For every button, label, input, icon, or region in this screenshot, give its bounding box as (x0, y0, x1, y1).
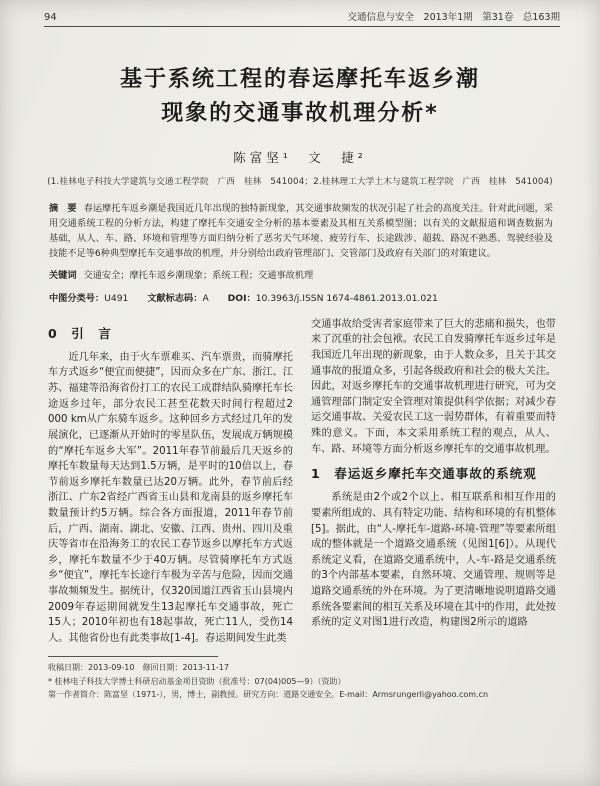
footnotes (48, 656, 556, 701)
abstract-label: 摘 要 (49, 203, 77, 215)
running-header (44, 9, 560, 23)
authors-line: 陈富坚¹ 文 捷² (233, 150, 367, 166)
doc-code-label: 文献标志码： (147, 292, 203, 304)
doi-label: DOI： (227, 292, 256, 304)
left-column (48, 317, 293, 647)
article-title (30, 63, 570, 131)
journal-info: 交通信息与安全 2013年1期 第31卷 总163期 (347, 12, 560, 23)
title-line-1: 基于系统工程的春运摩托车返乡潮 (119, 67, 480, 92)
section-1-paragraph: 系统是由2个或2个以上、相互联系和相互作用的要素所组成的、具有特定功能、结构和环境的有机整体[5]。据此，由“人-摩托车-道路-环境-管理”等要素所组成的整体就是一个道路交通系统（见图1[6]）。从现代系统定义看，在道路交通系统中，人-车-路是交通系统的3个内部基本要素，自然环境、交通管理、规则等是道路交通系统的外在环境。为了更清晰地说明道路交通系统各要素间的相互关系及环境在其中的作用，此处按系统的定义对图1进行改造，构建图2所示的道路 (311, 492, 556, 629)
keywords-label: 关键词 (49, 269, 77, 281)
footnote-rule (48, 656, 218, 657)
page-number: 94 (44, 12, 57, 23)
doc-code-value: A (202, 292, 209, 304)
doi-value: 10.3963/j.ISSN 1674-4861.2013.01.021 (255, 292, 438, 304)
section-1-heading: 1 春运返乡摩托车交通事故的系统观 (311, 466, 537, 482)
footnote-author-bio-line: 第一作者简介：陈富坚（1971-），男，博士，副教授。研究方向：道路交通安全。E-mail：Armsrungerli@yahoo.com.cn (48, 689, 489, 699)
clc-value: U491 (104, 292, 129, 304)
continuation-paragraph: 交通事故给受害者家庭带来了巨大的悲痛和损失，也带来了沉重的社会包袱。农民工自发骑摩托车返乡过年是我国近几年出现的新现象，由于人数众多，且关于其交通事故的报道众多，引起各级政府和社会的极大关注。因此，对返乡摩托车的交通事故机理进行研究，可为交通管理部门制定安全管理对策提供科学依据；对减少春运交通事故、关爱农民工这一弱势群体，有着重要而特殊的意义。下面，本文采用系统工程的观点，从人、车、路、环境等方面分析返乡摩托车的交通事故机理。 (311, 318, 556, 455)
footnote-received-line: 收稿日期：2013-09-10 修回日期：2013-11-17 (48, 663, 229, 673)
title-line-2: 现象的交通事故机理分析* (161, 101, 439, 127)
footnote-funding-line: * 桂林电子科技大学博士科研启动基金项目资助（批准号：07(04)005—9）（资助） (48, 676, 346, 686)
abstract-text: 春运摩托车返乡潮是我国近几年出现的独特新现象，其交通事故频发的状况引起了社会的高度关注。针对此问题，采用交通系统工程的分析方法，构建了摩托车交通安全分析的基本要素及其相互关系模型图；以有关的文献报道和调查数据为基础，从人、车、路、环境和管理等方面归纳分析了恶劣天气环境、疲劳行车、长途跋涉、超载、路况不熟悉、驾驶经验及技能不足等6种典型摩托车交通事故的机理，并分别给出政府管理部门、交管部门及政府有关部门的对策建议。 (49, 203, 554, 259)
right-column (311, 317, 556, 647)
affiliation-line: (1.桂林电子科技大学建筑与交通工程学院 广西 桂林 541004；2.桂林理工大学土木与建筑工程学院 广西 桂林 541004) (47, 177, 553, 188)
abstract (49, 202, 553, 262)
clc-label: 中图分类号： (49, 292, 105, 304)
section-0-heading: 0 引 言 (48, 325, 112, 341)
keywords (49, 269, 553, 284)
header-rule (44, 26, 560, 27)
classification-line (49, 290, 553, 304)
body-columns (48, 317, 556, 647)
section-0-paragraph: 近几年来，由于火车票难买、汽车票贵，而骑摩托车方式返乡“便宜而便捷”，因而众多在广东、浙江、江苏、福建等沿海省份打工的农民工成群结队骑摩托车长途返乡过年，部分农民工甚至花数天时间行程超过2 000 km从广东骑车返乡。这种回乡方式经过几年的发展演化，已逐渐从开始时的零星队伍，发展成万辆规模的“摩托车返乡大军”。2011年春节前最后几天返乡的摩托车数量每天达到1.5万辆，是平时的10倍以上，春节前返乡摩托车数量已达20万辆。此外，春节前后经浙江、广东2省经广西省玉山县和龙南县的返乡摩托车数量预计约5万辆。综合各方面报道，2011年春节前后，广西、湖南、湖北、安徽、江西、贵州、四川及重庆等省市在沿海务工的农民工春节返乡以摩托车方式返乡，摩托车数量不少于40万辆。尽管骑摩托车方式返乡“便宜”，摩托车长途行车极为辛苦与危险，因而交通事故频频发生。据统计，仅320国道江西省玉山县境内2009年春运期间就发生13起摩托车交通事故，死亡15人；2010年初也有18起事故，死亡11人，受伤14人。其他省份也有此类事故[1-4]。春运期间发生此类 (48, 351, 293, 644)
keywords-text: 交通安全；摩托车返乡潮现象；系统工程；交通事故机理 (83, 269, 314, 281)
